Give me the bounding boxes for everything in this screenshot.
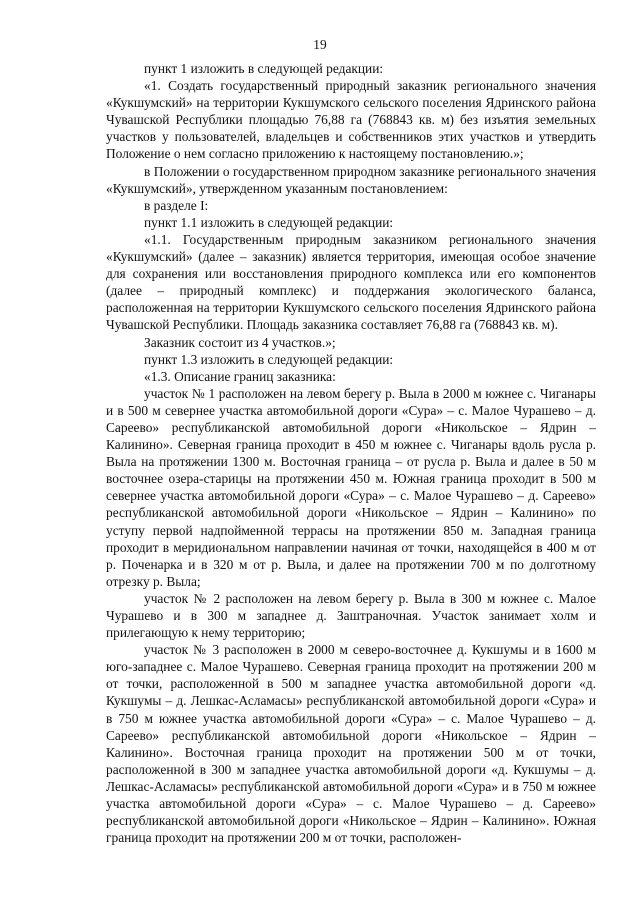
paragraph: пункт 1.1 изложить в следующей редакции:: [144, 214, 394, 230]
paragraph: «1. Создать государственный природный заказник регионального значения «Кукшумский» на территории Кукшумского сельского поселения Ядринского района Чувашской Республики площадью 76,88 га (768843 кв. м) без изъятия земельных участков у пользователей, владельцев и собственников этих участков и утвердить Положение о нем согласно приложению к настоящему постановлению.»;: [106, 78, 596, 162]
paragraph: в разделе I:: [144, 197, 209, 213]
paragraph: участок № 1 расположен на левом берегу р. Выла в 2000 м южнее с. Чиганары и в 500 м севернее участка автомобильной дороги «Сура» – с. Малое Чурашево – д. Сареево» республиканской автомобильной дороги «Никольское – Ядрин – Калинино». Северная граница проходит в 450 м южнее с. Чиганары вдоль русла р. Выла на протяжении 1300 м. Восточная граница – от русла р. Выла и далее в 50 м восточнее озера-старицы на протяжении 450 м. Южная граница проходит в 500 м севернее участка автомобильной дороги «Сура» – с. Малое Чурашево – д. Сареево» республиканской автомобильной дороги «Никольское – Ядрин – Калинино» по уступу первой надпойменной террасы на протяжении 850 м. Западная граница проходит в меридиональном направлении начиная от точки, находящейся в 400 м от р. Поченарка и в 320 м от р. Выла, и далее на протяжении 700 м по долготному отрезку р. Выла;: [106, 385, 596, 589]
page-number: 19: [313, 37, 327, 52]
paragraph: в Положении о государственном природном заказнике регионального значения «Кукшумский», утвержденном указанным постановлением:: [106, 163, 596, 196]
paragraph: пункт 1 изложить в следующей редакции:: [144, 61, 384, 76]
paragraph: Заказник состоит из 4 участков.»;: [144, 334, 336, 350]
paragraph: «1.1. Государственным природным заказником регионального значения «Кукшумский» (далее – заказник) является территория, имеющая особое значение для сохранения или восстановления природного комплекса или его компонентов (далее – природный комплекс) и поддержания экологического баланса, расположенная на территории Кукшумского сельского поселения Ядринского района Чувашской Республики. Площадь заказника составляет 76,88 га (768843 кв. м).: [106, 231, 596, 333]
paragraph: участок № 3 расположен в 2000 м северо-восточнее д. Кукшумы и в 1600 м юго-западнее с. Малое Чурашево. Северная граница проходит на протяжении 200 м от точки, расположенной в 500 м западнее участка автомобильной дороги «д. Кукшумы – д. Лешкас-Асламасы» республиканской автомобильной дороги «Сура» и в 750 м южнее участка автомобильной дороги «Сура» – с. Малое Чурашево – д. Сареево» республиканской автомобильной дороги «Никольское – Ядрин – Калинино». Восточная граница проходит на протяжении 500 м от точки, расположенной в 300 м западнее участка автомобильной дороги «д. Кукшумы – д. Лешкас-Асламасы» республиканской автомобильной дороги «Сура» и в 750 м южнее участка автомобильной дороги «Сура» – с. Малое Чурашево – д. Сареево» республиканской автомобильной дороги «Никольское – Ядрин – Калинино». Южная граница проходит на протяжении 200 м от точки, расположен-: [106, 642, 596, 846]
paragraph: «1.3. Описание границ заказника:: [144, 368, 336, 384]
document-body: [106, 60, 596, 846]
paragraph: участок № 2 расположен на левом берегу р. Выла в 300 м южнее с. Малое Чурашево и в 300 м западнее д. Заштраночная. Участок занимает холм и прилегающую к нему территорию;: [106, 590, 596, 641]
paragraph: пункт 1.3 изложить в следующей редакции:: [144, 351, 394, 367]
